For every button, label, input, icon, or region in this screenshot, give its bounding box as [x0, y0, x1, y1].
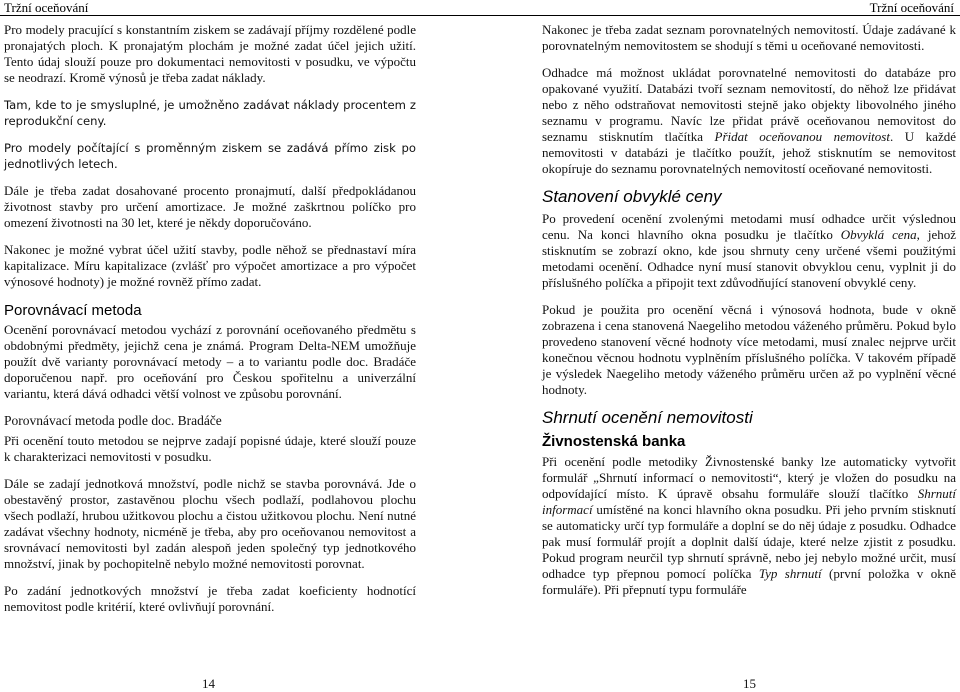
- left-page: [0, 0, 480, 691]
- button-reference: Přidat oceňovanou nemovitost: [714, 129, 890, 144]
- paragraph: [542, 454, 956, 598]
- text-run: umístěné na konci hlavního okna posudku. Při jeho prvním stisknutí se automaticky určí typ formuláře a doplní se do něj údaje z posudku. Odhadce pak musí formulář projít a doplnit další údaje, které nelze zjistit z posudku. Pokud program neurčil typ shrnutí správně, nebo jej nebylo možné určit, musí odhadce typ přepnou pomocí políčka: [542, 502, 956, 581]
- paragraph: [542, 65, 956, 177]
- paragraph: Při ocenění touto metodou se nejprve zadají popisné údaje, které slouží pouze k charakterizaci nemovitosti v posudku.: [4, 433, 416, 464]
- running-header: Tržní oceňování: [4, 0, 89, 15]
- button-reference: Shrnutí informací: [542, 486, 956, 517]
- header-rule: [0, 15, 480, 16]
- text-run: Při ocenění podle metodiky Živnostenské banky lze automaticky vytvořit formulář „Shrnutí informací o nemovitosti“, který je vložen do posudku na odpovídající místo. K úpravě obsahu formuláře slouží tlačítko: [542, 454, 956, 501]
- text-run: . U každé nemovitosti v databázi je tlačítko použít, jehož stisknutím se nemovitost okopíruje do seznamu porovnatelných nemovitostí oceňované nemovitosti.: [542, 129, 956, 176]
- page-number: 15: [743, 676, 756, 691]
- subsection-heading: Živnostenská banka: [542, 433, 686, 450]
- right-body: [542, 22, 956, 609]
- paragraph: Ocenění porovnávací metodou vychází z porovnání oceňovaného předmětu s obdobnými předměty, jejichž cena je známá. Program Delta-NEM umožňuje použít dvě varianty porovnávací metody – a to variantu podle doc. Bradáče doporučenou např. pro oceňování pro Českou spořitelnu a univerzální variantu, která dává odhadci větší volnost ve způsobu porovnání.: [4, 322, 416, 401]
- section-heading: Shrnutí ocenění nemovitosti: [542, 408, 753, 427]
- paragraph: Pro modely počítající s proměnným ziskem se zadává přímo zisk po jednotlivých letech.: [4, 141, 416, 171]
- button-reference: Obvyklá cena: [840, 227, 917, 242]
- section-heading: Stanovení obvyklé ceny: [542, 187, 722, 206]
- text-run: Odhadce má možnost ukládat porovnatelné nemovitosti do databáze pro opakované využití. Databázi tvoří seznam nemovitostí, do něhož lze přidávat nebo z něho odstraňovat nemovitosti stejně jako objekty libovolného jiného seznamu v programu. Navíc lze přidat právě oceňovanou nemovitost do seznamu stisknutím tlačítka: [542, 65, 956, 144]
- header-rule: [480, 15, 960, 16]
- paragraph: [542, 211, 956, 291]
- paragraph: Dále se zadají jednotková množství, podle nichž se stavba porovnává. Jde o obestavěný prostor, zastavěnou plochu všech podlaží, podlahovou plochu všech podlaží, hrubou užitkovou plochu a čistou užitkovou plochu. Není nutné zadávat všechny hodnoty, nicméně je třeba, aby pro oceňovanou nemovitost a srovnávací nemovitosti byl zadán alespoň jeden společný typ jednotkového množství, jinak by pochopitelně nebylo možné nemovitosti porovnat.: [4, 476, 416, 571]
- paragraph: Pokud je použita pro ocenění věcná i výnosová hodnota, bude v okně zobrazena i cena stanovená Naegeliho metodou váženého průměru. Pokud bylo provedeno stanovení věcné hodnoty více metodami, musí znalec nejprve určit konečnou věcnou hodnotu vyplněním příslušného políčka. V takovém případě je výsledek Naegeliho metody váženého průměru určen až po vyplnění věcné hodnoty.: [542, 302, 956, 397]
- text-run: , jehož stisknutím se zobrazí okno, kde jsou shrnuty ceny určené všemi použitými metodami ocenění. Odhadce nyní musí stanovit obvyklou cenu, vyplnit ji do příslušného políčka a připojit text zdůvodňující stanovení obvyklé ceny.: [542, 227, 956, 290]
- paragraph: Tam, kde to je smysluplné, je umožněno zadávat náklady procentem z reprodukční ceny.: [4, 98, 416, 128]
- right-page: [480, 0, 960, 691]
- paragraph: Nakonec je třeba zadat seznam porovnatelných nemovitostí. Údaje zadávané k porovnatelným nemovitostem se shodují s těmi u oceňované nemovitosti.: [542, 22, 956, 53]
- left-body: [4, 22, 416, 626]
- text-run: (první položka v okně formuláře). Při přepnutí typu formuláře: [542, 566, 956, 597]
- field-reference: Typ shrnutí: [758, 566, 822, 581]
- paragraph: Po zadání jednotkových množství je třeba zadat koeficienty hodnotící nemovitost podle kritérií, které ovlivňují porovnání.: [4, 583, 416, 614]
- text-run: Po provedení ocenění zvolenými metodami musí odhadce určit výslednou cenu. Na konci hlavního okna posudku je tlačítko: [542, 211, 956, 242]
- paragraph: Nakonec je možné vybrat účel užití stavby, podle něhož se přednastaví míra kapitalizace. Míru kapitalizace (zvlášť pro výpočet amortizace a pro výpočet výnosové hodnoty) je možné rovněž přímo zadat.: [4, 242, 416, 289]
- page-number: 14: [202, 676, 215, 691]
- running-header: Tržní oceňování: [869, 0, 954, 15]
- section-heading: Porovnávací metoda: [4, 302, 142, 319]
- paragraph: Dále je třeba zadat dosahované procento pronajmutí, další předpokládanou životnost stavby pro určení amortizace. Je možné zaškrtnou políčko pro omezení životnosti na 30 let, které je někdy doporučováno.: [4, 183, 416, 230]
- paragraph: Pro modely pracující s konstantním ziskem se zadávají příjmy rozdělené podle pronajatých ploch. K pronajatým plochám je možné zadat účel jejich užití. Tento údaj slouží pouze pro dokumentaci nemovitosti v posudku, ve výpočtu se neodrazí. Kromě výnosů je třeba zadat náklady.: [4, 22, 416, 85]
- subsection-heading: Porovnávací metoda podle doc. Bradáče: [4, 413, 222, 428]
